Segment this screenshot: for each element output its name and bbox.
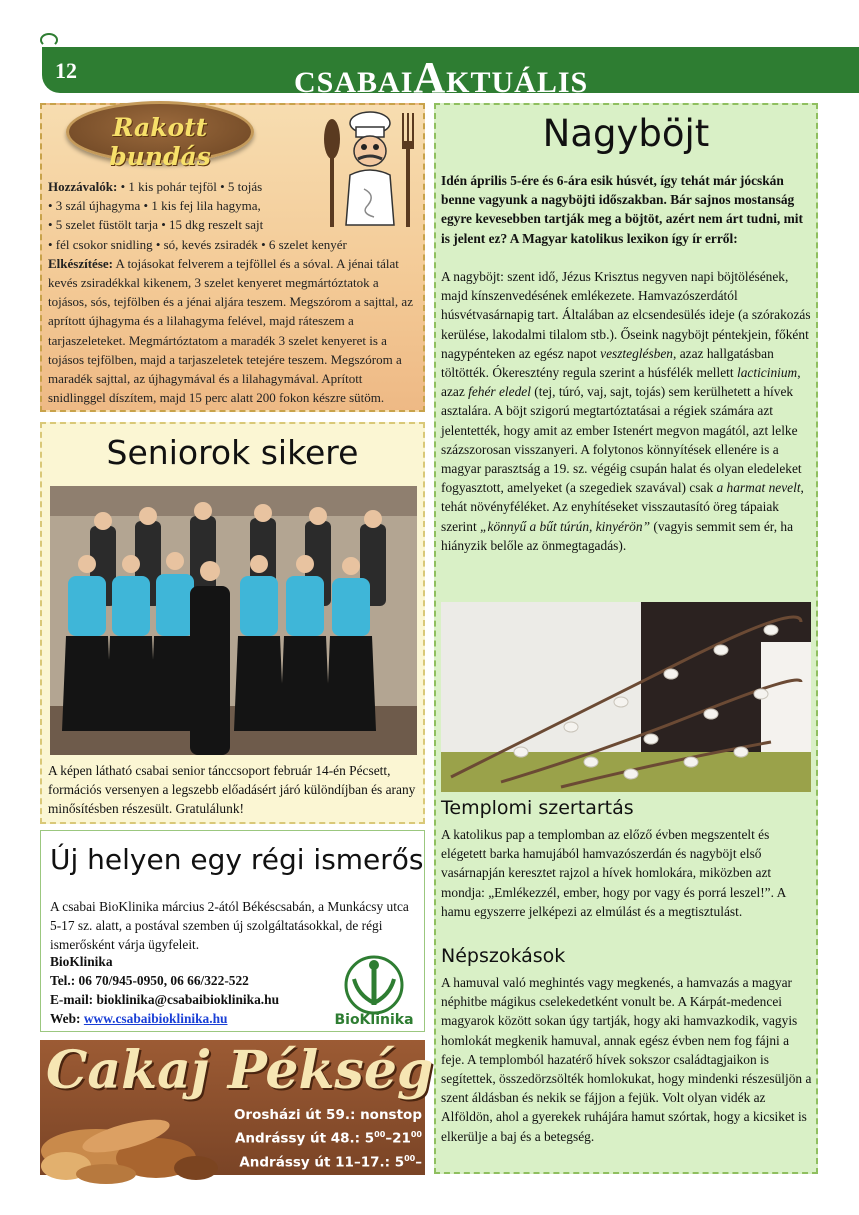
body-text: A nagyböjt: szent idő, Jézus Krisztus negyven napi böjtölésének, majd kínszenvedésének emlékezete. Hamvazószerdától húsvétvasárnapig tart. Általában az elcsendesülés ideje (a szórakozás kerülése, lakodalmi tilalom stb.). Őseink nagyböjt péntekjein, főként nagypénteken az egész napot [441, 269, 811, 361]
bioklinika-title: Új helyen egy régi ismerős [50, 843, 424, 876]
line-text: –21 [385, 1130, 411, 1147]
body-text: (vagyis semmit sem ér, ha hiányzik belőle az önmegtagadás). [441, 518, 794, 553]
body-italic: „könnyű a bűt túrún, kinyérön” [480, 518, 651, 534]
nagybojt-body [441, 267, 813, 555]
bioklinika-web-link[interactable]: www.csabaibioklinika.hu [83, 1011, 228, 1026]
bioklinika-logo-text: BioKlinika [334, 1012, 414, 1028]
line-text: –21 [392, 1154, 422, 1194]
bioklinika-web [50, 1011, 228, 1027]
section-title-nepszokasok: Népszokások [441, 945, 566, 967]
line-sup: 00 [374, 1130, 386, 1139]
bakery-title: Cakaj Pékség [46, 1040, 434, 1101]
seniors-title: Seniorok sikere [106, 433, 359, 472]
header-swirl-icon [40, 33, 58, 47]
bioklinika-name: BioKlinika [50, 954, 113, 969]
section-text-templomi: A katolikus pap a templomban az előző évben megszentelt és elégetett barka hamujából hamvazószerdán és nagyböjt első vasárnapján keresztet rajzol a hívek homlokára, miközben azt mondja: „Emlékezzél, ember, hogy por vagy és porrá leszel!”. A hamu egyszerre jelképezi az elmúlást és a megtisztulást. [441, 827, 786, 919]
bakery-line-1: Orosházi út 59.: nonstop [233, 1107, 422, 1123]
body-text: (tej, túró, vaj, sajt, tojás) sem kerülhetett a hívek asztalára. A böjt szigorú megtartóztatásai a régiek számára azt jelentették, hogy amit az ember Istenért megvon magától, azt lelke százszorosan visszanyeri. A folytonos könnyítések ellenére is a magyar parasztság a 19. sz. végéig csupán halat és olyan eledeleket fogyasztott, amelyeket (a szegediek szavával) csak [441, 384, 802, 496]
page-number: 12 [55, 58, 77, 83]
bioklinika-text: A csabai BioKlinika március 2-ától Békéscsabán, a Munkácsy utca 5-17 sz. alatt, a postával szemben új szolgáltatásokkal, de régi ismerősként várja ügyfeleit. [50, 899, 409, 952]
pussy-willow-photo [441, 602, 811, 792]
recipe-title: Rakott bundás [109, 113, 211, 171]
line-sup: 00 [410, 1130, 422, 1139]
web-label: Web: [50, 1011, 84, 1026]
line-text: Andrássy út 48.: 5 [234, 1130, 375, 1147]
method-label: Elkészítése: [48, 255, 113, 271]
masthead-part-1: CSABAI [294, 66, 414, 99]
ingredient-line: • 5 szelet füstölt tarja • 15 dkg reszelt sajt [48, 217, 264, 233]
nagybojt-title: Nagyböjt [542, 112, 710, 155]
line-sup: 00 [404, 1153, 416, 1163]
section-text-nepszokasok: A hamuval való meghintés vagy megkenés, a hamvazás a magyar néphitbe mágikus cselekedetként vonult be. A Kárpát-medencei magyarok között sokan úgy tartják, hogy aki hamvazkodik, vagyis homlokát megkenik hamuval, annak egész évben nem fog fájni a feje. A templomból hazatérő hívek sokszor családtagjaikon is segítettek, összedörzsölték homlokukat, hogy mindenki részesüljön a szent áldásban és nekik se fájjon a fejük. Volt olyan vidék az Alföldön, ahol a gyerekek ruhájára hamut szórtak, hogy a kicsiket is elkerülje a baj és a betegség. [441, 975, 812, 1144]
body-text: , tehát növényféléket. Az enyhítéseket visszautasító öreg tápaiak szerint [441, 480, 804, 534]
body-italic: veszteglésben [600, 345, 674, 361]
ingredient-line: • 3 szál újhagyma • 1 kis fej lila hagyma, [48, 198, 261, 214]
nagybojt-lead: Idén április 5-ére és 6-ára esik húsvét, így tehát már jócskán benne vagyunk a nagyböjti időszakban. Bár sajnos mostanság egyre kevesebben tartják meg a böjtöt, azért nem árt tudni, mit is jelent ez? A Magyar katolikus lexikon így ír erről: [441, 173, 803, 246]
bakery-addresses [222, 1106, 422, 1196]
ingredient-line: • fél csokor snidling • só, kevés zsiradék • 6 szelet kenyér [48, 236, 347, 252]
method-text: A tojásokat felverem a tejföllel és a sóval. A jénai tálat kevés zsiradékkal kikenem, 3 szelet kenyeret megmártóztatok a tojásos, sós, tejfölben és a jénai aljára teszem. Megszórom a sajttal, az aprított újhagyma és a lilahagyma felével, majd ráteszem a tarjaszeleteket. Megmártóztatom a maradék 3 szelet kenyeret is a tojásos tejfölben, majd a tarjaszeletek tetejére teszem. Megszórom a maradék sajttal, az újhagymával és a lilahagymával. Aprított snidlinggel díszítem, majd 15 perc alatt 200 fokon készre sütöm. [48, 255, 413, 406]
body-italic: fehér eledel [468, 384, 531, 400]
masthead [294, 52, 588, 103]
masthead-part-2: KTUÁLIS [446, 66, 589, 99]
section-title-templomi: Templomi szertartás [441, 797, 634, 819]
bioklinika-phone: Tel.: 06 70/945-0950, 06 66/322-522 [50, 973, 249, 988]
seniors-caption: A képen látható csabai senior tánccsoport február 14-én Pécsett, formációs versenyen a legszebb előadásért járó különdíjban és arany minősítésben részesült. Gratulálunk! [48, 763, 416, 816]
body-italic: a harmat nevelt [716, 480, 801, 496]
bread-illustration-icon [36, 1096, 226, 1186]
ingredients-label: Hozzávalók: [48, 179, 118, 194]
masthead-initial: A [413, 53, 447, 102]
body-italic: lacticinium [736, 365, 798, 381]
bakery-line-3 [222, 1149, 422, 1196]
dance-group-photo [50, 486, 417, 755]
ingredient-line: • 1 kis pohár tejföl • 5 tojás [117, 179, 263, 194]
body-text: , azaz hallgatásban töltötték. Ókeresztény regula szerint a húsfélék mellett [441, 345, 774, 381]
recipe-text [48, 177, 420, 407]
line-sup: 00 [410, 1177, 422, 1186]
line-text: Andrássy út 11–17.: 5 [239, 1154, 405, 1170]
bakery-line-2 [222, 1125, 422, 1149]
bioklinika-email: E-mail: bioklinika@csabaibioklinika.hu [50, 992, 280, 1007]
body-text: , azaz [441, 365, 801, 400]
